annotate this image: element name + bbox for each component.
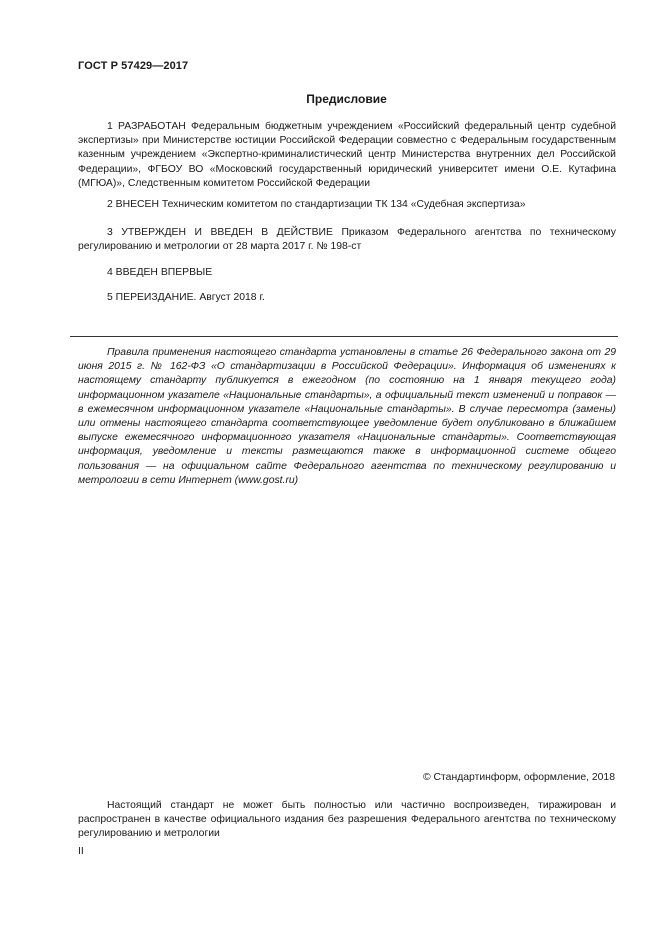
preface-item-5: 5 ПЕРЕИЗДАНИЕ. Август 2018 г.	[107, 292, 265, 303]
preface-item-2: 2 ВНЕСЕН Техническим комитетом по стандартизации ТК 134 «Судебная экспертиза»	[107, 199, 526, 210]
copyright-line: © Стандартинформ, оформление, 2018	[422, 772, 615, 783]
preface-item-4: 4 ВВЕДЕН ВПЕРВЫЕ	[107, 267, 213, 278]
page-number: II	[78, 846, 84, 857]
standard-usage-notice: Правила применения настоящего стандарта установлены в статье 26 Федерального закона от 29 июня 2015 г. № 162-ФЗ «О стандартизации в Российской Федерации». Информация об изменениях к настоящему стандарту публикуется в ежегодном (по состоянию на 1 января текущего года) информационном указателе «Национальные стандарты», а официальный текст изменений и поправок — в ежемесячном информационном указателе «Национальные стандарты». В случае пересмотра (замены) или отмены настоящего стандарта соответствующее уведомление будет опубликовано в ближайшем выпуске ежемесячного информационного указателя «Национальные стандарты». Соответствующая информация, уведомление и тексты размещаются также в информационной системе общего пользования — на официальном сайте Федерального агентства по техническому регулированию и метрологии в сети Интернет (www.gost.ru)	[78, 347, 616, 486]
section-title: Предисловие	[306, 92, 387, 106]
preface-item-1: 1 РАЗРАБОТАН Федеральным бюджетным учреждением «Российский федеральный центр судебной экспертизы» при Министерстве юстиции Российской Федерации совместно с Федеральным государственным казенным учреждением «Экспертно-криминалистический центр Министерства внутренних дел Российской Федерации», ФГБОУ ВО «Московский государственный юридический университет имени О.Е. Кутафина (МГЮА)», Следственным комитетом Российской Федерации	[78, 121, 616, 189]
document-code: ГОСТ Р 57429—2017	[78, 60, 189, 72]
reproduction-notice: Настоящий стандарт не может быть полностью или частично воспроизведен, тиражирован и распространен в качестве официального издания без разрешения Федерального агентства по техническому регулированию и метрологии	[78, 800, 616, 840]
divider	[70, 336, 618, 337]
preface-item-3: 3 УТВЕРЖДЕН И ВВЕДЕН В ДЕЙСТВИЕ Приказом Федерального агентства по техническому регулированию и метрологии от 28 марта 2017 г. № 198-ст	[78, 227, 616, 253]
